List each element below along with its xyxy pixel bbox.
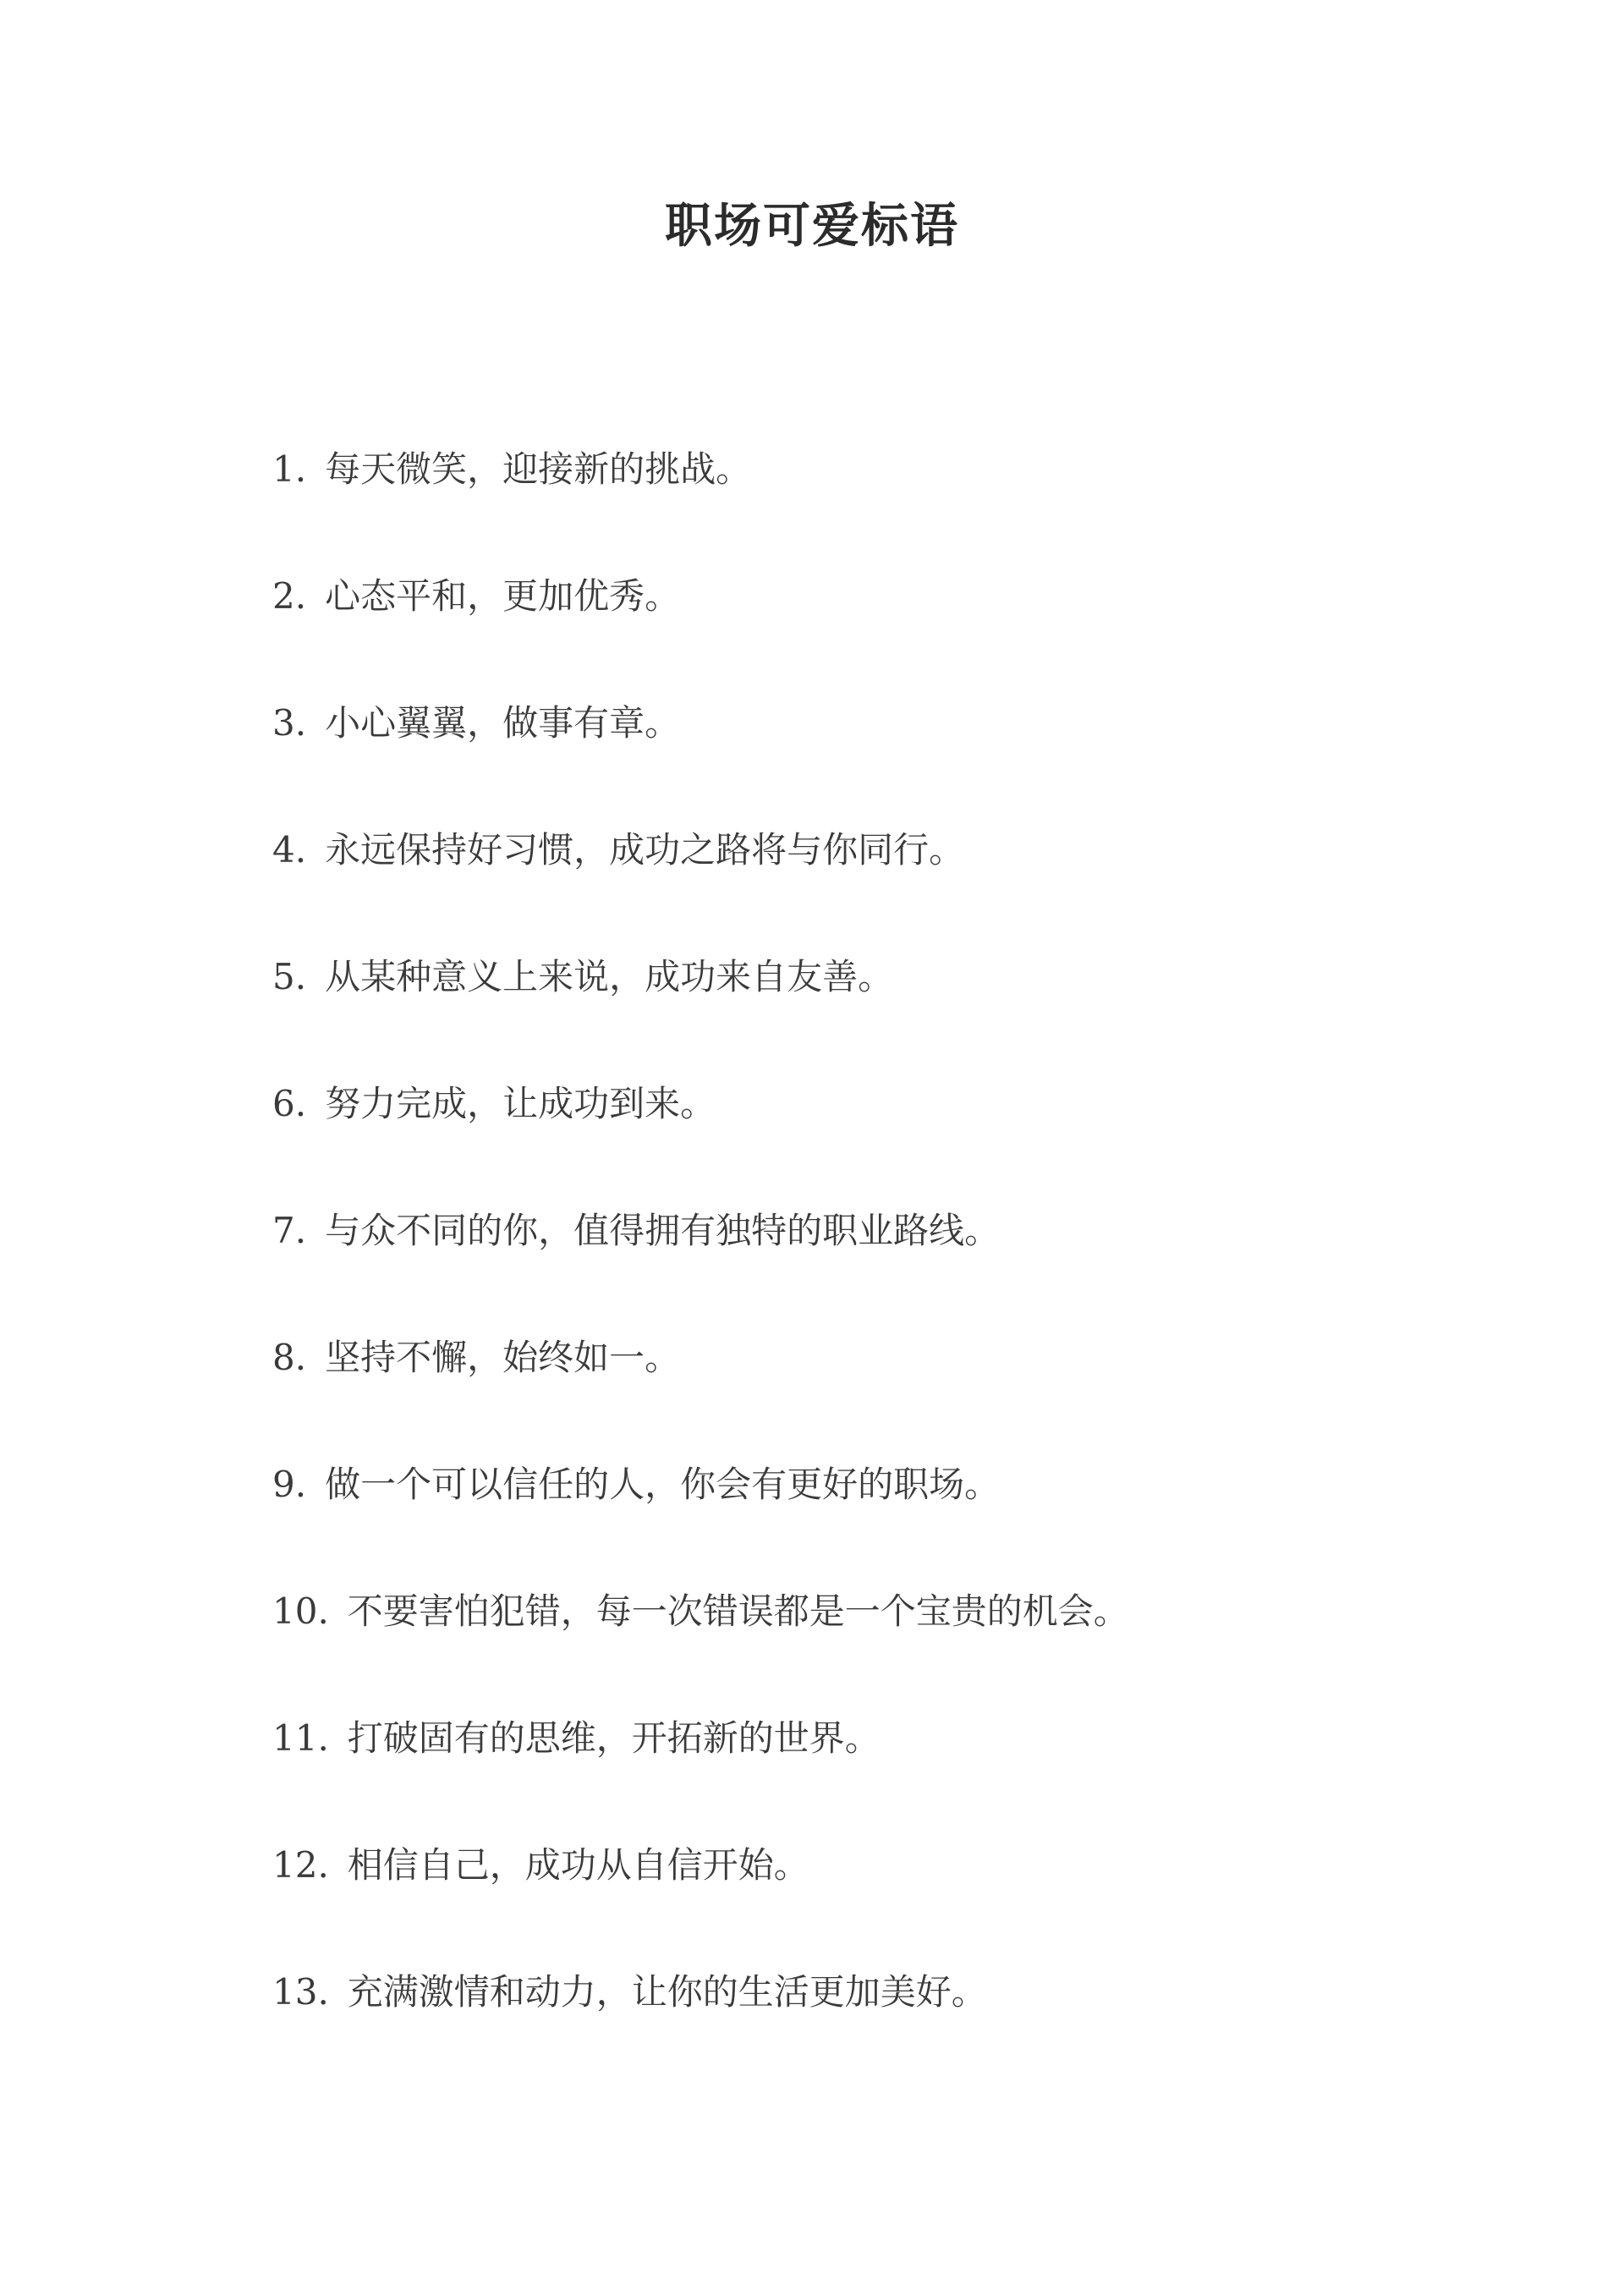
page-title: 职场可爱标语	[665, 198, 959, 254]
list-item	[272, 1455, 1129, 1582]
item-number: 12.	[272, 1844, 329, 1886]
item-text: 做一个可以信任的人，你会有更好的职场。	[325, 1464, 1001, 1505]
item-text: 相信自己，成功从自信开始。	[347, 1844, 809, 1886]
item-number: 8.	[272, 1337, 307, 1378]
item-text: 与众不同的你，值得拥有独特的职业路线。	[325, 1210, 1001, 1251]
list-item	[272, 694, 1129, 821]
item-text: 坚持不懈，始终如一。	[325, 1337, 681, 1378]
slogan-list	[272, 440, 1129, 2090]
item-number: 13.	[272, 1971, 329, 2013]
item-text: 永远保持好习惯，成功之路将与你同行。	[325, 829, 965, 871]
item-text: 从某种意义上来说，成功来自友善。	[325, 956, 894, 997]
item-number: 5.	[272, 956, 307, 997]
list-item	[272, 1582, 1129, 1709]
list-item	[272, 821, 1129, 948]
list-item	[272, 1709, 1129, 1836]
item-number: 2.	[272, 575, 307, 617]
item-number: 1.	[272, 448, 307, 490]
item-text: 小心翼翼，做事有章。	[325, 702, 681, 744]
item-number: 11.	[272, 1717, 329, 1759]
item-number: 7.	[272, 1210, 307, 1251]
list-item	[272, 1963, 1129, 2090]
item-number: 3.	[272, 702, 307, 744]
item-number: 4.	[272, 829, 307, 871]
item-number: 9.	[272, 1464, 307, 1505]
list-item	[272, 1201, 1129, 1328]
item-text: 心态平和，更加优秀。	[325, 575, 681, 617]
list-item	[272, 948, 1129, 1074]
list-item	[272, 440, 1129, 567]
item-text: 每天微笑，迎接新的挑战。	[325, 448, 752, 490]
item-text: 充满激情和动力，让你的生活更加美好。	[347, 1971, 987, 2013]
item-text: 打破固有的思维，开拓新的世界。	[347, 1717, 881, 1759]
list-item	[272, 1836, 1129, 1963]
item-number: 6.	[272, 1083, 307, 1124]
list-item	[272, 567, 1129, 694]
item-text: 努力完成，让成功到来。	[325, 1083, 716, 1124]
item-number: 10.	[272, 1590, 329, 1632]
list-item	[272, 1074, 1129, 1201]
item-text: 不要害怕犯错，每一次错误都是一个宝贵的机会。	[347, 1590, 1129, 1632]
list-item	[272, 1328, 1129, 1455]
